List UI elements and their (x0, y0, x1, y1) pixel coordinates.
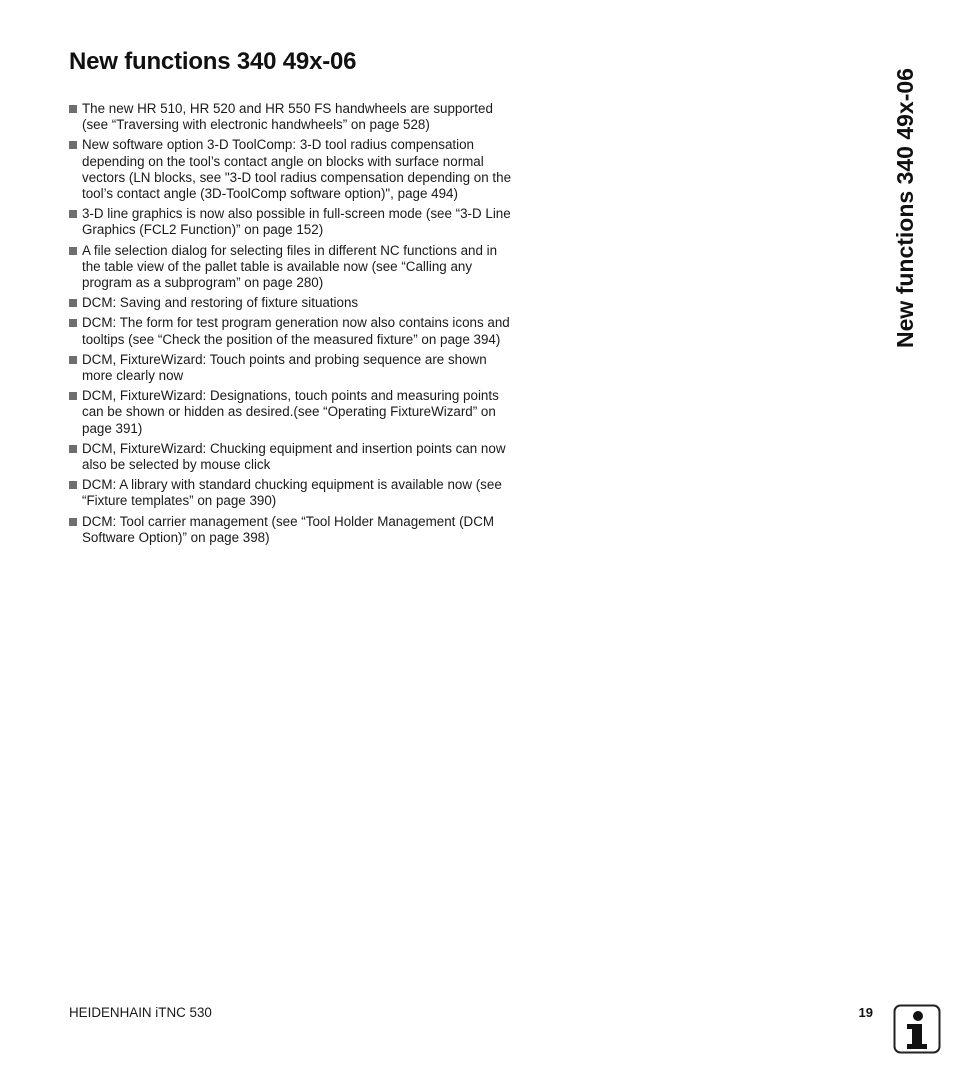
square-bullet-icon (69, 299, 77, 307)
footer-product-name: HEIDENHAIN iTNC 530 (69, 1005, 212, 1020)
list-item (69, 101, 519, 133)
list-item (69, 243, 519, 292)
page-number: 19 (858, 1005, 873, 1020)
square-bullet-icon (69, 247, 77, 255)
list-item-text: 3-D line graphics is now also possible in full-screen mode (see “3-D Line Graphics (FCL2 Function)” on page 152) (82, 206, 511, 238)
square-bullet-icon (69, 392, 77, 400)
list-item (69, 137, 519, 202)
square-bullet-icon (69, 210, 77, 218)
list-item-text: DCM, FixtureWizard: Touch points and probing sequence are shown more clearly now (82, 351, 487, 384)
list-item (69, 352, 519, 384)
list-item (69, 206, 519, 238)
list-item-text: A file selection dialog for selecting files in different NC functions and in the table view of the pallet table is available now (see “Calling any program as a subprogram” on page 280) (82, 242, 498, 291)
square-bullet-icon (69, 141, 77, 149)
list-item (69, 295, 519, 311)
list-item (69, 388, 519, 437)
list-item-text: DCM, FixtureWizard: Chucking equipment and insertion points can now also be selected by mouse click (82, 440, 506, 473)
square-bullet-icon (69, 319, 77, 327)
list-item (69, 315, 519, 347)
list-item-text: DCM: The form for test program generation now also contains icons and tooltips (see “Check the position of the measured fixture” on page 394) (82, 315, 510, 347)
square-bullet-icon (69, 481, 77, 489)
list-item (69, 514, 519, 546)
side-tab-title: New functions 340 49x-06 (892, 68, 918, 348)
square-bullet-icon (69, 356, 77, 364)
list-item-text: DCM: Tool carrier management (see “Tool Holder Management (DCM Software Option)” on page 398) (82, 513, 495, 545)
list-item-text: New software option 3-D ToolComp: 3-D tool radius compensation depending on the tool’s contact angle on blocks with surface normal vectors (LN blocks, see "3-D tool radius compensation depending on the tool’s contact angle (3D-ToolComp software option)", page 494) (82, 137, 512, 202)
page-title: New functions 340 49x-06 (69, 48, 357, 75)
list-item (69, 441, 519, 473)
list-item-text: DCM: A library with standard chucking equipment is available now (see “Fixture templates” on page 390) (82, 477, 502, 509)
square-bullet-icon (69, 518, 77, 526)
info-icon (893, 1004, 941, 1054)
square-bullet-icon (69, 105, 77, 113)
square-bullet-icon (69, 445, 77, 453)
list-item-text: DCM: Saving and restoring of fixture situations (82, 295, 359, 311)
list-item-text: DCM, FixtureWizard: Designations, touch points and measuring points can be shown or hidden as desired.(see “Operating FixtureWizard” on page 391) (82, 388, 499, 436)
feature-list (69, 101, 519, 550)
list-item (69, 477, 519, 509)
list-item-text: The new HR 510, HR 520 and HR 550 FS handwheels are supported (see “Traversing with electronic handwheels” on page 528) (82, 101, 493, 133)
